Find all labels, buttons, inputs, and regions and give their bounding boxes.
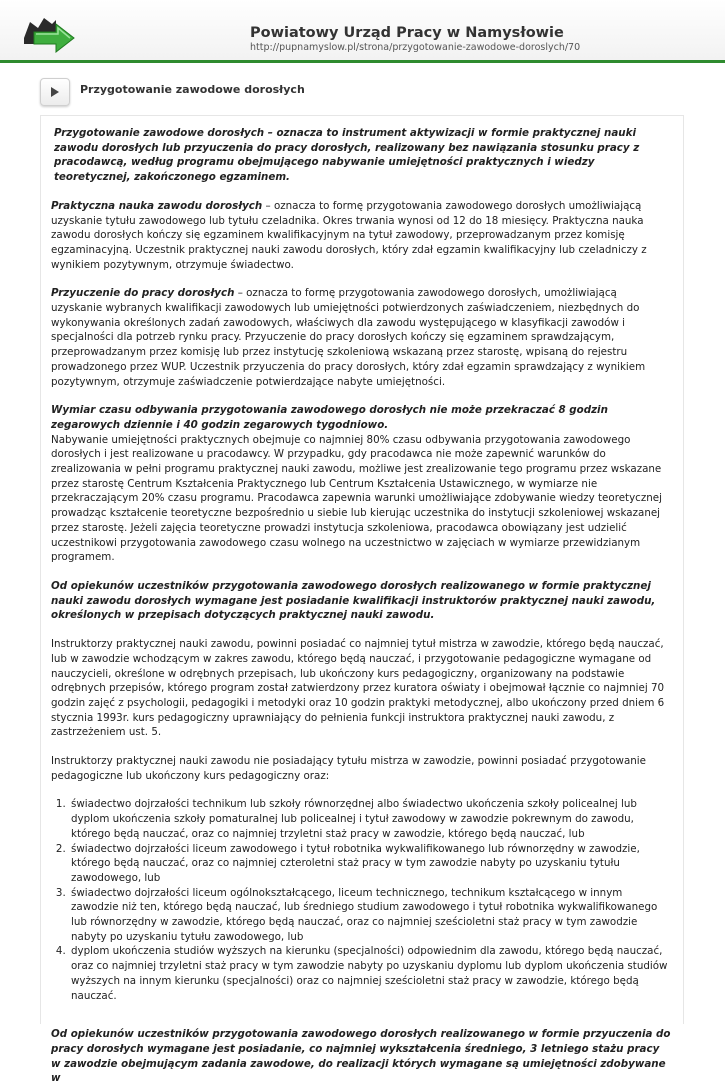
arrow-right-icon [49, 86, 61, 98]
paragraph-text: – oznacza to formę przygotowania zawodowego dorosłych, umożliwiającą uzyskanie wybranych kwalifikacji zawodowych lub umiejętności potwierdzonych zaświadczeniem, niezbędnych do wykonywania określonych zadań zawodowych, właściwych dla zawodu występującego w klasyfikacji zawodów i specjalności dla potrzeb rynku pracy. Przyuczenie do pracy dorosłych kończy się egzaminem sprawdzającym, przeprowadzanym przez komisję lub przez instytucję szkoleniową wskazaną przez starostę, wpisaną do rejestru prowadzonego przez WUP. Uczestnik przyuczenia do pracy dorosłych, który zdał egzamin sprawdzający z wynikiem pozytywnym, otrzymuje zaświadczenie potwierdzające nabyte umiejętności. [51, 287, 646, 388]
paragraph-instruktorzy: Instruktorzy praktycznej nauki zawodu, powinni posiadać co najmniej tytuł mistrza w zawodzie, którego będą nauczać, lub w zawodzie wchodzącym w zakres zawodu, którego będą nauczać, i przygotowanie pedagogiczne wymagane od nauczycieli, określone w odrębnych przepisach, lub ukończony kurs pedagogiczny, organizowany na podstawie odrębnych przepisów, którego program został zatwierdzony przez kuratora oświaty i obejmował łącznie co najmniej 70 godzin zajęć z psychologii, pedagogiki i metodyki oraz 10 godzin praktyki metodycznej, albo ukończony przed dniem 6 stycznia 1993r. kurs pedagogiczny uprawniający do pełnienia funkcji instruktora praktycznej nauki zawodu, z zastrzeżeniem ust. 5. [51, 638, 665, 739]
page-title: Przygotowanie zawodowe dorosłych [80, 83, 305, 96]
list-item: 4. dyplom ukończenia studiów wyższych na kierunku (specjalności) odpowiednim dla zawodu, którego będą nauczać, oraz co najmniej trzyletni staż pracy w tym zawodzie nabyty po uzyskaniu dyplomu lub dyplom ukończenia studiów wyższych na innym kierunku (specjalności) oraz co najmniej sześcioletni staż pracy w zawodzie, którego będą nauczać. [69, 944, 671, 1003]
paragraph-instruktorzy-bez-tytulu: Instruktorzy praktycznej nauki zawodu nie posiadający tytułu mistrza w zawodzie, powinni posiadać przygotowanie pedagogiczne lub ukończony kurs pedagogiczny oraz: [51, 755, 647, 782]
pup-logo-icon[interactable] [22, 14, 80, 54]
paragraph-wymiar-czasu [51, 403, 671, 565]
paragraph-lead: Przyuczenie do pracy dorosłych [51, 287, 235, 300]
page-url[interactable]: http://pupnamyslow.pl/strona/przygotowanie-zawodowe-doroslych/70 [250, 42, 581, 53]
paragraph-lead: Wymiar czasu odbywania przygotowania zawodowego dorosłych nie może przekraczać 8 godzin zegarowych dziennie i 40 godzin zegarowych tygodniowo. [51, 404, 608, 431]
list-item: 1. świadectwo dojrzałości technikum lub szkoły równorzędnej albo świadectwo ukończenia szkoły policealnej lub dyplom ukończenia szkoły pomaturalnej lub policealnej i tytuł zawodowy w zawodzie pokrewnym do zawodu, którego będą nauczać, oraz co najmniej trzyletni staż pracy w zawodzie, którego będą nauczać, lub [69, 797, 671, 841]
paragraph-lead: Praktyczna nauka zawodu dorosłych [51, 199, 263, 212]
requirements-list [51, 797, 671, 1003]
paragraph-opiekunowie-przyuczenie: Od opiekunów uczestników przygotowania zawodowego dorosłych realizowanego w formie przyuczenia do pracy dorosłych wymagane jest posiadanie, co najmniej wykształcenia średniego, 3 letniego stażu pracy w zawodzie obejmującym zadania zawodowe, do realizacji których wymagane są umiejętności zdobywane w [51, 1028, 671, 1085]
paragraph-text: Nabywanie umiejętności praktycznych obejmuje co najmniej 80% czasu odbywania przygotowania zawodowego dorosłych i jest realizowane u pracodawcy. W przypadku, gdy pracodawca nie może zapewnić warunków do zrealizowania w pełni programu praktycznej nauki zawodu, możliwe jest zrealizowanie tego programu przez wskazane przez starostę Centrum Kształcenia Praktycznego lub Centrum Kształcenia Ustawicznego, w wymiarze nie przekraczającym 20% czasu programu. Pracodawca zapewnia warunki umożliwiające zdobywanie wiedzy teoretycznej prowadząc kształcenie teoretyczne bezpośrednio u siebie lub kierując uczestnika do instytucji szkoleniowej wskazanej przez starostę. Jeżeli zajęcia teoretyczne prowadzi instytucja szkoleniowa, pracodawca obowiązany jest udzielić uczestnikowi przygotowania zawodowego czasu wolnego na uczestnictwo w zajęciach w wymiarze przewidzianym programem. [51, 433, 662, 564]
breadcrumb-button[interactable] [40, 78, 70, 106]
article-content [40, 115, 684, 1085]
site-header [0, 0, 725, 63]
paragraph-opiekunowie-nauka: Od opiekunów uczestników przygotowania zawodowego dorosłych realizowanego w formie praktycznej nauki zawodu dorosłych wymagane jest posiadanie kwalifikacji instruktorów praktycznej nauki zawodu, określonych w przepisach dotyczących praktycznej nauki zawodu. [51, 579, 656, 622]
intro-paragraph: Przygotowanie zawodowe dorosłych – oznacza to instrument aktywizacji w formie praktycznej nauki zawodu dorosłych lub przyuczenia do pracy dorosłych, realizowany bez nawiązania stosunku pracy z pracodawcą, według programu obejmującego nabywanie umiejętności praktycznych i wiedzy teoretycznej, zakończonego egzaminem. [54, 127, 640, 184]
site-title: Powiatowy Urząd Pracy w Namysłowie [250, 25, 564, 41]
paragraph-text: – oznacza to formę przygotowania zawodowego dorosłych umożliwiającą uzyskanie tytułu zawodowego lub tytułu czeladnika. Okres trwania wynosi od 12 do 18 miesięcy. Praktyczna nauka zawodu dorosłych kończy się egzaminem kwalifikacyjnym na tytuł zawodowy, przeprowadzanym przez komisję egzaminacyjną. Uczestnik praktycznej nauki zawodu dorosłych, który zdał egzamin kwalifikacyjny lub czeladniczy z wynikiem pozytywnym, otrzymuje świadectwo. [51, 199, 647, 271]
paragraph-praktyczna-nauka [51, 199, 671, 273]
paragraph-przyuczenie [51, 286, 671, 389]
list-item: 2. świadectwo dojrzałości liceum zawodowego i tytuł robotnika wykwalifikowanego lub równorzędny w zawodzie, którego będą nauczać, oraz co najmniej czteroletni staż pracy w tym zawodzie nabyty po uzyskaniu tytułu zawodowego, lub [69, 842, 671, 886]
list-item: 3. świadectwo dojrzałości liceum ogólnokształcącego, liceum technicznego, technikum kształcącego w innym zawodzie niż ten, którego będą nauczać, lub średniego studium zawodowego i tytuł robotnika wykwalifikowanego lub równorzędny w zawodzie, którego będą nauczać, oraz co najmniej sześcioletni staż pracy w tym zawodzie nabyty po uzyskaniu tytułu zawodowego, lub [69, 886, 671, 945]
